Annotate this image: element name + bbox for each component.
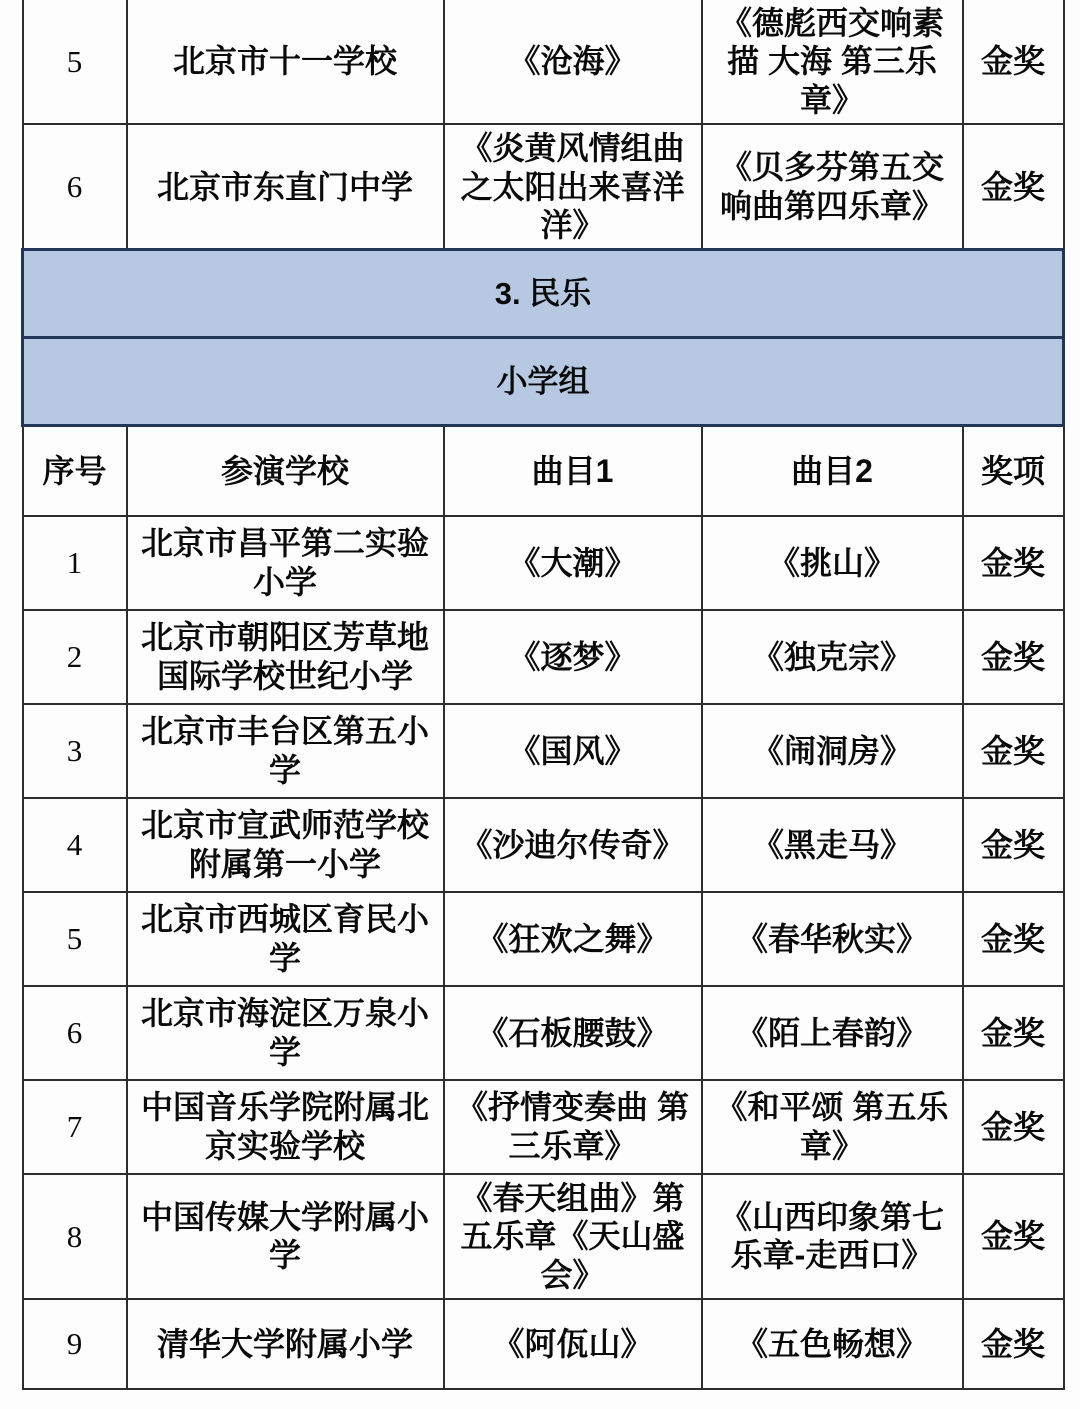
table-row <box>23 798 1064 892</box>
cell-award: 金奖 <box>963 124 1064 250</box>
cell-school: 中国传媒大学附属小学 <box>127 1174 444 1299</box>
cell-number: 6 <box>23 986 127 1080</box>
cell-school: 北京市昌平第二实验小学 <box>127 516 444 610</box>
table-row <box>23 1174 1064 1299</box>
section-banners <box>23 250 1064 516</box>
table-row <box>23 986 1064 1080</box>
table-row <box>23 124 1064 250</box>
awards-table <box>21 0 1065 1390</box>
cell-award: 金奖 <box>963 704 1064 798</box>
group-banner-row <box>23 338 1064 426</box>
cell-piece2: 《和平颂 第五乐章》 <box>702 1080 963 1174</box>
cell-piece2: 《德彪西交响素描 大海 第三乐章》 <box>702 0 963 124</box>
cell-school: 北京市丰台区第五小学 <box>127 704 444 798</box>
cell-piece1: 《石板腰鼓》 <box>444 986 702 1080</box>
table-row <box>23 1299 1064 1389</box>
cell-number: 1 <box>23 516 127 610</box>
cell-school: 北京市东直门中学 <box>127 124 444 250</box>
column-header-school: 参演学校 <box>127 426 444 516</box>
cell-piece2: 《黑走马》 <box>702 798 963 892</box>
table-row <box>23 1080 1064 1174</box>
cell-award: 金奖 <box>963 0 1064 124</box>
column-header-piece2: 曲目2 <box>702 426 963 516</box>
previous-section-rows <box>23 0 1064 250</box>
cell-piece2: 《春华秋实》 <box>702 892 963 986</box>
cell-number: 7 <box>23 1080 127 1174</box>
cell-award: 金奖 <box>963 986 1064 1080</box>
cell-school: 北京市宣武师范学校附属第一小学 <box>127 798 444 892</box>
cell-piece1: 《炎黄风情组曲之太阳出来喜洋洋》 <box>444 124 702 250</box>
primary-school-rows <box>23 516 1064 1389</box>
cell-school: 中国音乐学院附属北京实验学校 <box>127 1080 444 1174</box>
cell-piece2: 《陌上春韵》 <box>702 986 963 1080</box>
table-row <box>23 516 1064 610</box>
cell-award: 金奖 <box>963 1174 1064 1299</box>
column-header-award: 奖项 <box>963 426 1064 516</box>
table-row <box>23 704 1064 798</box>
cell-piece1: 《阿佤山》 <box>444 1299 702 1389</box>
cell-award: 金奖 <box>963 610 1064 704</box>
cell-number: 6 <box>23 124 127 250</box>
cell-school: 北京市海淀区万泉小学 <box>127 986 444 1080</box>
cell-school: 北京市西城区育民小学 <box>127 892 444 986</box>
cell-piece1: 《抒情变奏曲 第三乐章》 <box>444 1080 702 1174</box>
cell-award: 金奖 <box>963 798 1064 892</box>
cell-piece1: 《春天组曲》第五乐章《天山盛会》 <box>444 1174 702 1299</box>
table-row <box>23 610 1064 704</box>
cell-number: 9 <box>23 1299 127 1389</box>
cell-number: 8 <box>23 1174 127 1299</box>
cell-piece2: 《闹洞房》 <box>702 704 963 798</box>
cell-award: 金奖 <box>963 516 1064 610</box>
cell-school: 清华大学附属小学 <box>127 1299 444 1389</box>
cell-award: 金奖 <box>963 892 1064 986</box>
cell-piece1: 《沙迪尔传奇》 <box>444 798 702 892</box>
group-banner: 小学组 <box>23 338 1064 426</box>
cell-award: 金奖 <box>963 1080 1064 1174</box>
column-header-number: 序号 <box>23 426 127 516</box>
cell-number: 3 <box>23 704 127 798</box>
cell-piece1: 《国风》 <box>444 704 702 798</box>
cell-award: 金奖 <box>963 1299 1064 1389</box>
cell-school: 北京市十一学校 <box>127 0 444 124</box>
cell-piece2: 《独克宗》 <box>702 610 963 704</box>
table-row <box>23 892 1064 986</box>
cell-number: 5 <box>23 892 127 986</box>
cell-number: 5 <box>23 0 127 124</box>
cell-piece1: 《狂欢之舞》 <box>444 892 702 986</box>
table-row <box>23 0 1064 124</box>
cell-piece1: 《逐梦》 <box>444 610 702 704</box>
cell-piece1: 《沧海》 <box>444 0 702 124</box>
cell-piece2: 《山西印象第七乐章-走西口》 <box>702 1174 963 1299</box>
section-banner: 3. 民乐 <box>23 250 1064 338</box>
cell-piece2: 《贝多芬第五交响曲第四乐章》 <box>702 124 963 250</box>
section-banner-row <box>23 250 1064 338</box>
cell-number: 2 <box>23 610 127 704</box>
cell-piece1: 《大潮》 <box>444 516 702 610</box>
cell-number: 4 <box>23 798 127 892</box>
column-header-row <box>23 426 1064 516</box>
column-header-piece1: 曲目1 <box>444 426 702 516</box>
cell-piece2: 《五色畅想》 <box>702 1299 963 1389</box>
cell-piece2: 《挑山》 <box>702 516 963 610</box>
cell-school: 北京市朝阳区芳草地国际学校世纪小学 <box>127 610 444 704</box>
